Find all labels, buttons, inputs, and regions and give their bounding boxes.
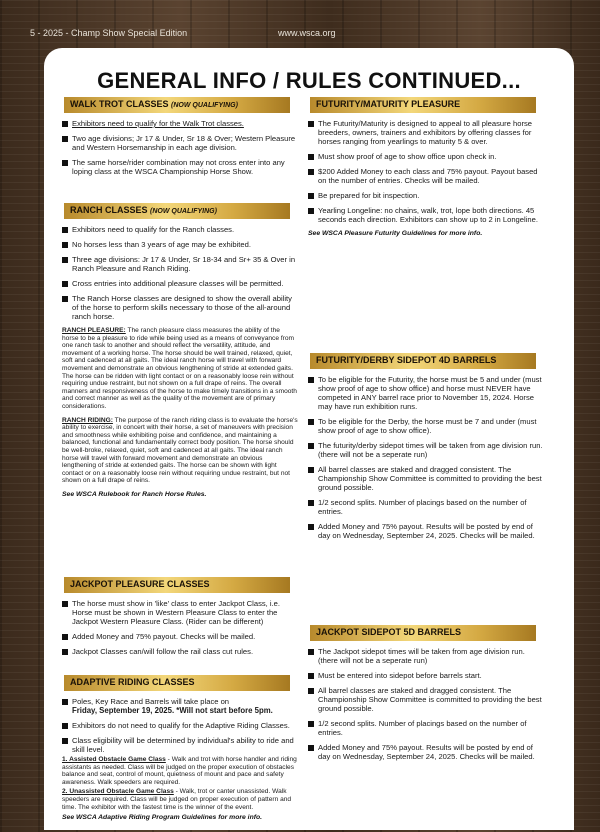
adaptive-guidelines-note: See WSCA Adaptive Riding Program Guidelines for more info. (62, 814, 263, 822)
ranch-bullet-3: Three age divisions: Jr 17 & Under, Sr 18-34 and Sr+ 35 & Over in Ranch Pleasure and Ranch Riding. (62, 255, 298, 273)
jackpot-5d-bullet-3: All barrel classes are staked and dragged consistent. The Championship Show Committee is committed to providing the best ground possible. (308, 686, 544, 713)
page-title: GENERAL INFO / RULES CONTINUED... (97, 68, 521, 93)
ranch-header: RANCH CLASSES (NOW QUALIFYING) (64, 203, 290, 219)
walk-trot-bullet-2: Two age divisions; Jr 17 & Under, Sr 18 & Over; Western Pleasure and Western Horsemanship in each age division. (62, 134, 298, 152)
jackpot-pleasure-header: JACKPOT PLEASURE CLASSES (64, 577, 290, 593)
futurity-derby-header: FUTURITY/DERBY SIDEPOT 4D BARRELS (310, 353, 536, 369)
page-header-strip (0, 0, 600, 40)
jackpot-5d-header: JACKPOT SIDEPOT 5D BARRELS (310, 625, 536, 641)
jackpot-5d-bullet-5: Added Money and 75% payout. Results will be posted by end of day on Wednesday, September 24, 2025. Checks will be mailed. (308, 743, 544, 761)
futurity-derby-section (308, 350, 544, 540)
futurity-pleasure-bullet-2: Must show proof of age to show office upon check in. (308, 152, 544, 161)
adaptive-assisted-paragraph: 1. Assisted Obstacle Game Class - Walk and trot with horse handler and riding assistants as needed. Class will be judged on the proper execution of obstacles balance and seat, control of mount, quietness of mount and pace and safety awareness. Walk speeders are required. (62, 756, 297, 786)
jackpot-5d-bullet-1: The Jackpot sidepot times will be taken from age division run. (there will not be a seperate run) (308, 647, 544, 665)
futurity-pleasure-bullet-5: Yearling Longeline: no chains, walk, trot, lope both directions. 45 seconds each direction. Exhibitors can show up to 2 in Longeline. (308, 206, 544, 224)
ranch-bullet-2: No horses less than 3 years of age may be exhibited. (62, 240, 298, 249)
jackpot-pleasure-bullet-3: Jackpot Classes can/will follow the rail class cut rules. (62, 647, 298, 656)
futurity-pleasure-bullet-1: The Futurity/Maturity is designed to appeal to all pleasure horse breeders, owners, trainers and exhibitors by offering classes for horses ranging from yearlings to maturity 5 & over. (308, 119, 544, 146)
walk-trot-header: WALK TROT CLASSES (NOW QUALIFYING) (64, 97, 290, 113)
futurity-pleasure-header: FUTURITY/MATURITY PLEASURE (310, 97, 536, 113)
jackpot-pleasure-section (62, 574, 298, 656)
ranch-section (62, 200, 298, 498)
jackpot-pleasure-bullet-2: Added Money and 75% payout. Checks will be mailed. (62, 632, 298, 641)
jackpot-5d-section (308, 622, 544, 761)
jackpot-pleasure-bullet-1: The horse must show in 'like' class to enter Jackpot Class, i.e. Horse must be shown in Western Pleasure Class to enter the Jackpot Western Pleasure Class. (Rider can be different) (62, 599, 298, 626)
futurity-pleasure-section (308, 94, 544, 237)
ranch-bullet-5: The Ranch Horse classes are designed to show the overall ability of the horse to perform skills necessary to those of the all-around ranch horse. (62, 294, 298, 321)
adaptive-bullet-1: Poles, Key Race and Barrels will take place on Friday, September 19, 2025. *Will not start before 5pm. (62, 697, 298, 715)
ranch-rulebook-note: See WSCA Rulebook for Ranch Horse Rules. (62, 490, 207, 498)
futurity-derby-bullet-1: To be eligible for the Futurity, the horse must be 5 and under (must show proof of age to show office) and horse must NEVER have competed in ANY barrel race prior to November 15, 2024. Horse may have run exhibition runs. (308, 375, 544, 411)
futurity-guidelines-note: See WSCA Pleasure Futurity Guidelines for more info. (308, 230, 483, 237)
website-link[interactable]: www.wsca.org (278, 28, 336, 38)
adaptive-bullet-2: Exhibitors do not need to qualify for the Adaptive Riding Classes. (62, 721, 298, 730)
futurity-derby-bullet-2: To be eligible for the Derby, the horse must be 7 and under (must show proof of age to show office). (308, 417, 544, 435)
futurity-derby-bullet-5: 1/2 second splits. Number of placings based on the number of entries. (308, 498, 544, 516)
walk-trot-section (62, 94, 298, 176)
issue-label: 5 - 2025 - Champ Show Special Edition (30, 28, 188, 38)
jackpot-5d-bullet-4: 1/2 second splits. Number of placings based on the number of entries. (308, 719, 544, 737)
jackpot-5d-bullet-2: Must be entered into sidepot before barrels start. (308, 671, 544, 680)
futurity-derby-bullet-4: All barrel classes are staked and dragged consistent. The Championship Show Committee is committed to providing the best ground possible. (308, 465, 544, 492)
ranch-bullet-4: Cross entries into additional pleasure classes will be permitted. (62, 279, 298, 288)
ranch-pleasure-paragraph: RANCH PLEASURE: The ranch pleasure class measures the ability of the horse to be a pleasure to ride while being used as a means of conveyance from one ranch task to another and should reflect the versatility, attitude, and movement of a working horse. The horse should be well trained, relaxed, quiet, soft and cadenced at all gaits. The ideal ranch horse will travel with forward movement and demonstrate an obvious lengthening of stride at extended gaits. The horse can be ridden with light contact or on a reasonably loose rein without requiring undue restraint, but not shown on a full drape of reins. The overall manners and responsiveness of the horse to make timely transitions in a smooth and correct manner as well as the quality of the movement are of primary considerations. (62, 327, 297, 410)
ranch-bullet-1: Exhibitors need to qualify for the Ranch classes. (62, 225, 298, 234)
futurity-pleasure-bullet-3: $200 Added Money to each class and 75% payout. Payout based on the number of entries. Checks will be mailed. (308, 167, 544, 185)
adaptive-header: ADAPTIVE RIDING CLASSES (64, 675, 290, 691)
walk-trot-bullet-1: Exhibitors need to qualify for the Walk Trot classes. (62, 119, 298, 128)
futurity-derby-bullet-6: Added Money and 75% payout. Results will be posted by end of day on Wednesday, September 24, 2025. Checks will be mailed. (308, 522, 544, 540)
walk-trot-bullet-3: The same horse/rider combination may not cross enter into any loping class at the WSCA Championship Horse Show. (62, 158, 298, 176)
adaptive-unassisted-paragraph: 2. Unassisted Obstacle Game Class - Walk, trot or canter unassisted. Walk speeders are required. Class will be judged on proper execution of pattern and time. The exhibitor with the fastest time is the winner of the event. (62, 788, 292, 811)
futurity-pleasure-bullet-4: Be prepared for bit inspection. (308, 191, 544, 200)
adaptive-bullet-3: Class eligibility will be determined by individual's ability to ride and skill level. (62, 736, 298, 754)
futurity-derby-bullet-3: The futurity/derby sidepot times will be taken from age division run. (there will not be a seperate run) (308, 441, 544, 459)
ranch-riding-paragraph: RANCH RIDING: The purpose of the ranch riding class is to evaluate the horse's ability to exercise, in concert with their horse, a set of maneuvers with precision and smoothness while exhibiting poise and confidence, and maintaining a balanced, functional and fundamentally correct body position. The horse should be well-broke, relaxed, quiet, soft and cadenced at all gaits. The ideal ranch horse will travel with forward movement and demonstrate an obvious lengthening of stride at extended gaits. The horse can be shown with light contact or on a reasonably loose rein without requiring undue restraint, but not shown on a full drape of reins. (62, 416, 298, 485)
adaptive-section (62, 672, 298, 821)
content-page (44, 48, 574, 830)
